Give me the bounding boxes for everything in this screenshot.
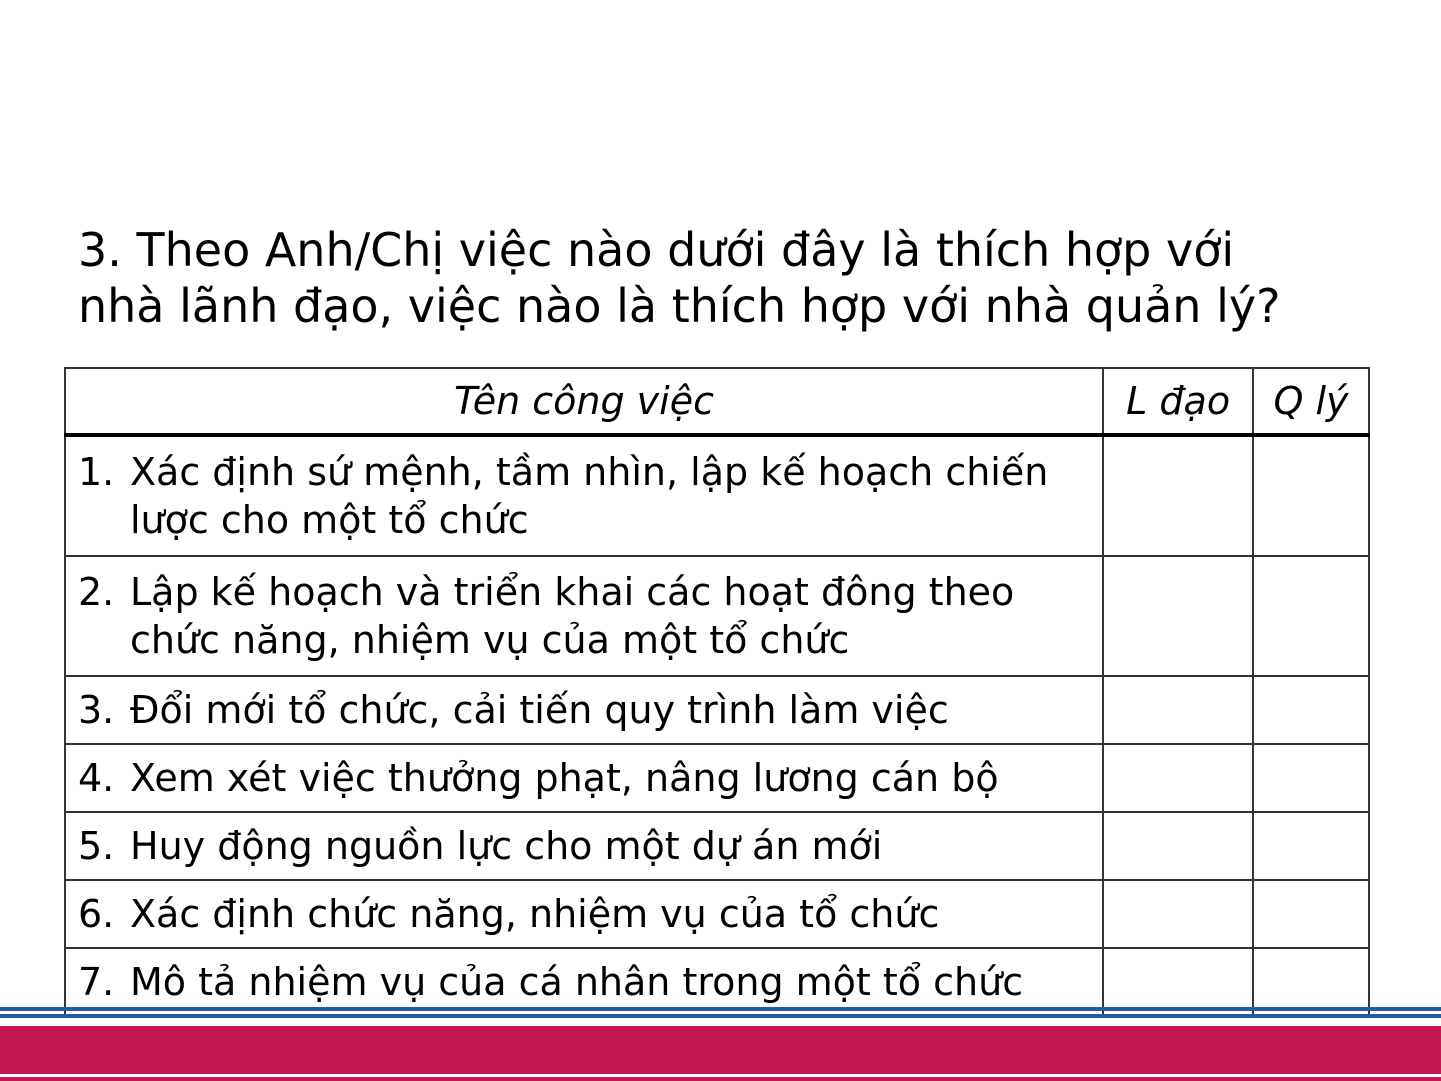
leader-check-cell[interactable] — [1103, 676, 1253, 744]
footer-divider-blue-bottom — [0, 1014, 1441, 1018]
table-row — [65, 812, 1369, 880]
header-task-name: Tên công việc — [65, 368, 1103, 435]
task-text: Xác định chức năng, nhiệm vụ của tổ chức — [130, 892, 940, 936]
question-line-2: nhà lãnh đạo, việc nào là thích hợp với nhà quản lý? — [78, 279, 1281, 333]
task-number: 5. — [78, 824, 115, 868]
leader-check-cell[interactable] — [1103, 812, 1253, 880]
header-leader: L đạo — [1103, 368, 1253, 435]
table-header-row — [65, 368, 1369, 435]
manager-check-cell[interactable] — [1253, 812, 1369, 880]
leader-check-cell[interactable] — [1103, 435, 1253, 556]
footer-divider-blue-top — [0, 1007, 1441, 1011]
task-cell — [65, 812, 1103, 880]
leader-check-cell[interactable] — [1103, 744, 1253, 812]
task-cell — [65, 744, 1103, 812]
task-cell — [65, 948, 1103, 1016]
question-line-1: 3. Theo Anh/Chị việc nào dưới đây là thích hợp với — [78, 223, 1235, 277]
tasks-table — [64, 367, 1370, 1017]
manager-check-cell[interactable] — [1253, 676, 1369, 744]
table-row — [65, 676, 1369, 744]
manager-check-cell[interactable] — [1253, 948, 1369, 1016]
leader-check-cell[interactable] — [1103, 948, 1253, 1016]
task-text: Mô tả nhiệm vụ của cá nhân trong một tổ chức — [130, 960, 1024, 1004]
footer-band — [0, 1026, 1441, 1074]
task-text: Huy động nguồn lực cho một dự án mới — [130, 824, 883, 868]
leader-check-cell[interactable] — [1103, 556, 1253, 676]
table-row — [65, 556, 1369, 676]
task-number: 6. — [78, 892, 115, 936]
task-text: Xem xét việc thưởng phạt, nâng lương cán bộ — [130, 756, 999, 800]
manager-check-cell[interactable] — [1253, 880, 1369, 948]
manager-check-cell[interactable] — [1253, 556, 1369, 676]
task-number: 1. — [78, 450, 115, 494]
task-cell — [65, 556, 1103, 676]
task-text: Đổi mới tổ chức, cải tiến quy trình làm việc — [130, 688, 949, 732]
task-number: 3. — [78, 688, 115, 732]
manager-check-cell[interactable] — [1253, 435, 1369, 556]
task-text: Lập kế hoạch và triển khai các hoạt đông theo chức năng, nhiệm vụ của một tổ chức — [130, 570, 1015, 662]
leader-check-cell[interactable] — [1103, 880, 1253, 948]
table-row — [65, 948, 1369, 1016]
footer-divider-red — [0, 1077, 1441, 1081]
task-cell — [65, 676, 1103, 744]
table-row — [65, 744, 1369, 812]
manager-check-cell[interactable] — [1253, 744, 1369, 812]
table-row — [65, 435, 1369, 556]
task-number: 7. — [78, 960, 115, 1004]
task-cell — [65, 435, 1103, 556]
task-text: Xác định sứ mệnh, tầm nhìn, lập kế hoạch chiến lược cho một tổ chức — [130, 450, 1049, 542]
table-row — [65, 880, 1369, 948]
header-manager: Q lý — [1253, 368, 1369, 435]
question-heading — [78, 222, 1378, 334]
task-number: 2. — [78, 570, 115, 614]
task-cell — [65, 880, 1103, 948]
task-number: 4. — [78, 756, 115, 800]
